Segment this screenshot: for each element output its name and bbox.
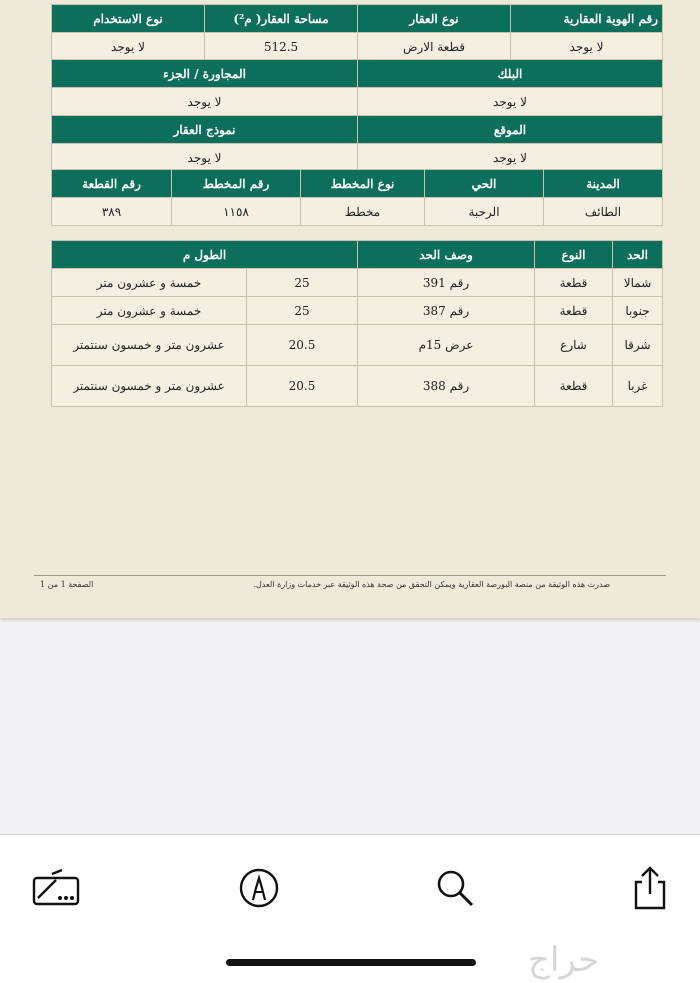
markup-pen-icon[interactable] bbox=[234, 863, 284, 913]
value-plan-type: مخطط bbox=[301, 198, 425, 226]
boundary-length-number: 25 bbox=[247, 297, 358, 325]
boundary-length-words: خمسة و عشرون متر bbox=[52, 269, 247, 297]
header-property-model: نموذج العقار bbox=[52, 116, 358, 144]
table-row bbox=[52, 269, 663, 297]
footer-divider bbox=[34, 575, 666, 576]
value-usage-type: لا يوجد bbox=[52, 33, 205, 61]
boundary-desc: رقم 388 bbox=[358, 366, 535, 407]
boundary-length-number: 20.5 bbox=[247, 366, 358, 407]
boundary-type: قطعة bbox=[535, 297, 613, 325]
share-icon[interactable] bbox=[625, 863, 675, 913]
value-neighbor-part: لا يوجد bbox=[52, 88, 358, 116]
boundary-type: قطعة bbox=[535, 366, 613, 407]
header-district: الحي bbox=[425, 170, 544, 198]
header-block: البلك bbox=[358, 60, 663, 88]
value-plot-number: ٣٨٩ bbox=[52, 198, 172, 226]
value-block: لا يوجد bbox=[358, 88, 663, 116]
boundary-desc: رقم 391 bbox=[358, 269, 535, 297]
boundary-type: شارع bbox=[535, 325, 613, 366]
header-property-type: نوع العقار bbox=[358, 5, 511, 33]
header-neighbor-part: المجاورة / الجزء bbox=[52, 60, 358, 88]
value-district: الرحبة bbox=[425, 198, 544, 226]
header-location: الموقع bbox=[358, 116, 663, 144]
block-location-table bbox=[51, 59, 663, 172]
value-city: الطائف bbox=[544, 198, 663, 226]
boundary-length-words: خمسة و عشرون متر bbox=[52, 297, 247, 325]
boundary-length-number: 20.5 bbox=[247, 325, 358, 366]
boundary-length-words: عشرون متر و خمسون سنتمتر bbox=[52, 325, 247, 366]
keyboard-edit-icon[interactable] bbox=[32, 863, 82, 913]
boundary-desc: رقم 387 bbox=[358, 297, 535, 325]
table-row bbox=[52, 297, 663, 325]
header-area: مساحة العقار( م²) bbox=[205, 5, 358, 33]
header-boundary: الحد bbox=[613, 241, 663, 269]
boundary-side: غربا bbox=[613, 366, 663, 407]
city-plan-table bbox=[51, 169, 663, 226]
boundary-length-words: عشرون متر و خمسون سنتمتر bbox=[52, 366, 247, 407]
header-city: المدينة bbox=[544, 170, 663, 198]
table-row bbox=[52, 325, 663, 366]
value-plan-number: ١١٥٨ bbox=[172, 198, 301, 226]
boundary-side: شرقا bbox=[613, 325, 663, 366]
boundary-side: جنوبا bbox=[613, 297, 663, 325]
value-property-id: لا يوجد bbox=[511, 33, 663, 61]
header-length: الطول م bbox=[52, 241, 358, 269]
footer-note: صدرت هذه الوثيقة من منصة البورصة العقارية ويمكن التحقق من صحة هذه الوثيقة عبر خدمات وزارة العدل. bbox=[253, 580, 610, 589]
value-location: لا يوجد bbox=[358, 144, 663, 172]
boundary-length-number: 25 bbox=[247, 269, 358, 297]
value-property-type: قطعة الارض bbox=[358, 33, 511, 61]
property-info-table bbox=[51, 4, 663, 61]
header-plan-type: نوع المخطط bbox=[301, 170, 425, 198]
table-row bbox=[52, 366, 663, 407]
header-usage-type: نوع الاستخدام bbox=[52, 5, 205, 33]
watermark-logo: حراج bbox=[528, 940, 600, 980]
boundaries-table bbox=[51, 240, 663, 407]
page-number: الصفحة 1 من 1 bbox=[40, 580, 94, 589]
header-boundary-desc: وصف الحد bbox=[358, 241, 535, 269]
search-icon[interactable] bbox=[430, 863, 480, 913]
header-plot-number: رقم القطعة bbox=[52, 170, 172, 198]
header-plan-number: رقم المخطط bbox=[172, 170, 301, 198]
value-property-model: لا يوجد bbox=[52, 144, 358, 172]
boundary-side: شمالا bbox=[613, 269, 663, 297]
header-type: النوع bbox=[535, 241, 613, 269]
home-indicator[interactable] bbox=[226, 959, 476, 966]
value-area: 512.5 bbox=[205, 33, 358, 61]
boundary-type: قطعة bbox=[535, 269, 613, 297]
boundary-desc: عرض 15م bbox=[358, 325, 535, 366]
header-property-id: رقم الهوية العقارية bbox=[511, 5, 663, 33]
